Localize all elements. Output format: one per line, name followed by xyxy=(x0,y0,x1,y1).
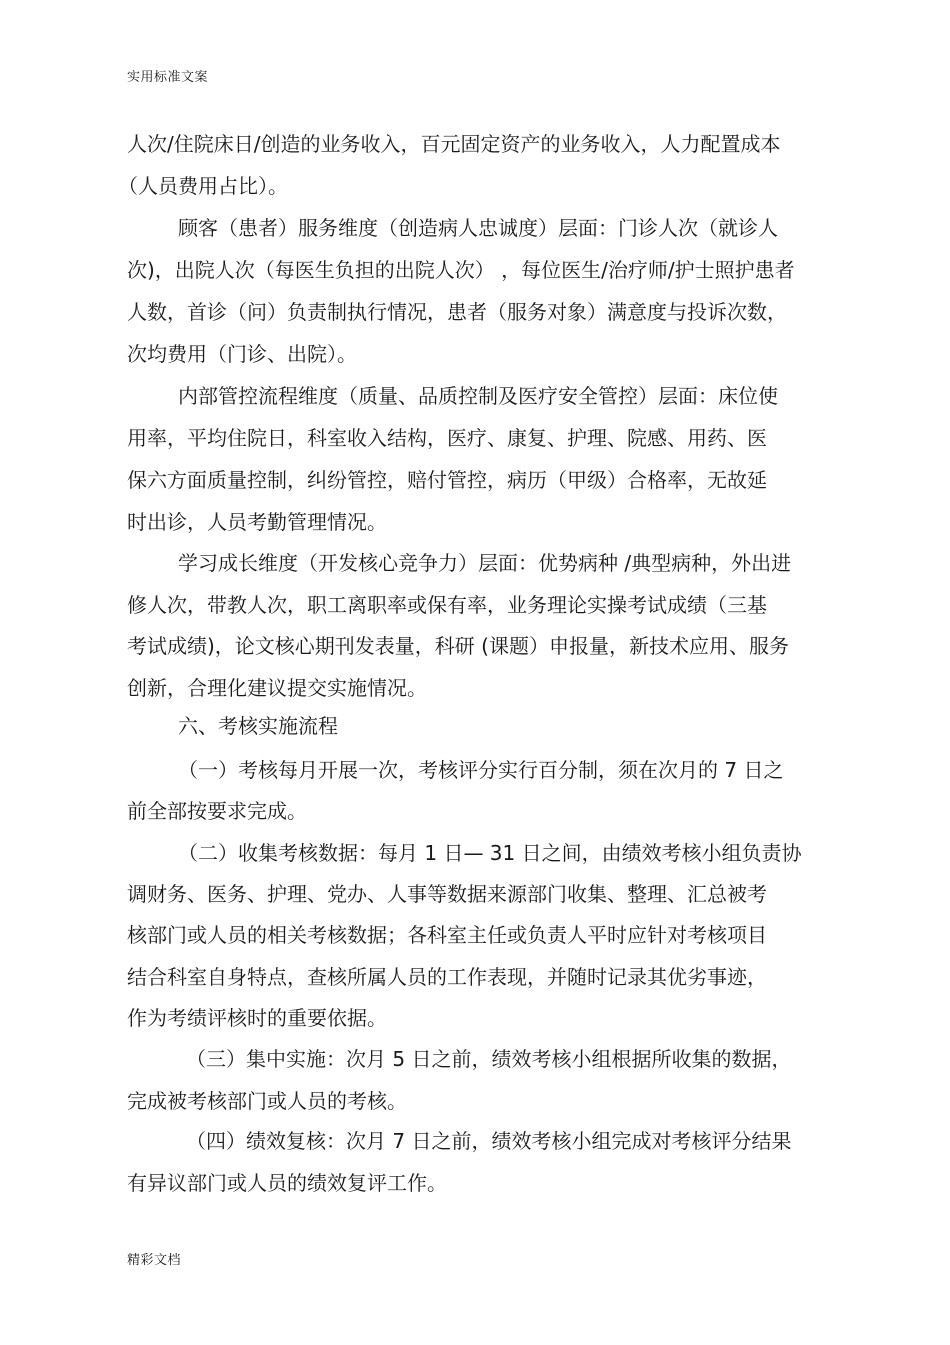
body-line-17: 前全部按要求完成。 xyxy=(127,799,307,823)
page-header: 实用标准文案 xyxy=(127,70,209,85)
body-line-8: 用率，平均住院日，科室收入结构，医疗、康复、护理、院感、用药、医 xyxy=(127,426,767,450)
body-line-4: 次)，出院人次（每医生负担的出院人次） ，每位医生/治疗师/护士照护患者 xyxy=(127,258,795,282)
body-line-19: 调财务、医务、护理、党办、人事等数据来源部门收集、整理、汇总被考 xyxy=(127,882,767,906)
body-line-5: 人数，首诊（问）负责制执行情况，患者（服务对象）满意度与投诉次数， xyxy=(127,300,787,324)
body-line-3: 顾客（患者）服务维度（创造病人忠诚度）层面：门诊人次（就诊人 xyxy=(178,216,778,240)
body-line-26: 有异议部门或人员的绩效复评工作。 xyxy=(127,1171,447,1195)
body-line-9: 保六方面质量控制，纠纷管控，赔付管控，病历（甲级）合格率，无故延 xyxy=(127,468,767,492)
body-line-21: 结合科室自身特点，查核所属人员的工作表现，并随时记录其优劣事迹， xyxy=(127,965,767,989)
body-line-1: 人次/住院床日/创造的业务收入，百元固定资产的业务收入，人力配置成本 xyxy=(127,132,781,156)
page-footer: 精彩文档 xyxy=(127,1253,182,1268)
body-line-2: （人员费用占比）。 xyxy=(118,174,288,198)
body-line-7: 内部管控流程维度（质量、品质控制及医疗安全管控）层面：床位使 xyxy=(178,384,778,408)
body-line-14: 创新，合理化建议提交实施情况。 xyxy=(127,676,427,700)
body-line-6: 次均费用（门诊、出院）。 xyxy=(127,342,357,366)
body-line-23: （三）集中实施：次月 5 日之前，绩效考核小组根据所收集的数据， xyxy=(186,1047,792,1071)
body-line-22: 作为考绩评核时的重要依据。 xyxy=(127,1006,387,1030)
section-heading: 六、考核实施流程 xyxy=(178,714,338,738)
body-line-10: 时出诊，人员考勤管理情况。 xyxy=(127,510,387,534)
body-line-20: 核部门或人员的相关考核数据；各科室主任或负责人平时应针对考核项目 xyxy=(127,923,767,947)
body-line-24: 完成被考核部门或人员的考核。 xyxy=(127,1089,407,1113)
body-line-13: 考试成绩)，论文核心期刊发表量，科研 (课题）申报量，新技术应用、服务 xyxy=(127,634,789,658)
body-line-11: 学习成长维度（开发核心竞争力）层面：优势病种 /典型病种，外出进 xyxy=(178,551,792,575)
body-line-12: 修人次，带教人次，职工离职率或保有率，业务理论实操考试成绩（三基 xyxy=(127,593,767,617)
body-line-16: （一）考核每月开展一次，考核评分实行百分制，须在次月的 7 日之 xyxy=(178,758,784,782)
body-line-25: （四）绩效复核：次月 7 日之前，绩效考核小组完成对考核评分结果 xyxy=(186,1129,792,1153)
body-line-18: （二）收集考核数据：每月 1 日— 31 日之间，由绩效考核小组负责协 xyxy=(178,841,802,865)
